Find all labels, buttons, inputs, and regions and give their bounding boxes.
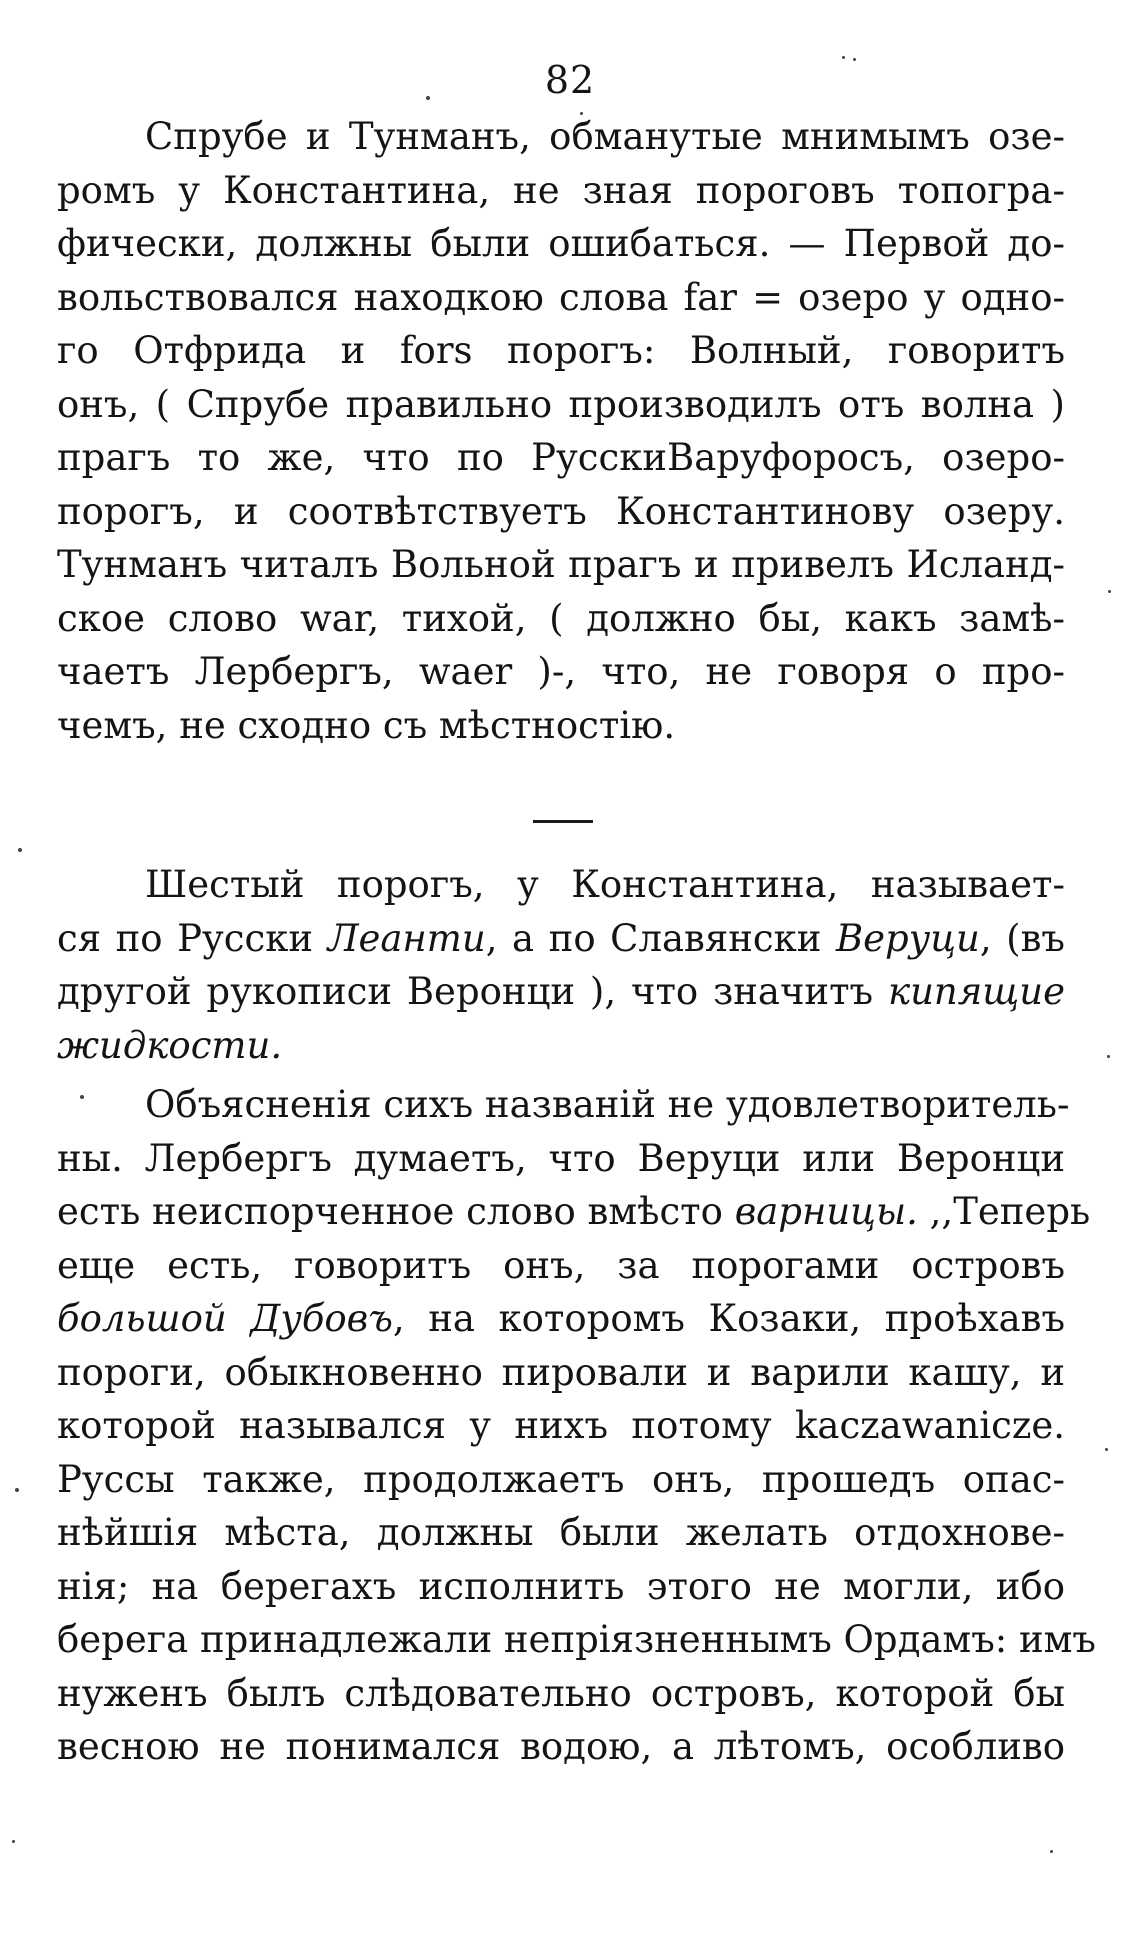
text-line: Спрубе и Тунманъ, обманутые мнимымъ озе- [145, 115, 1065, 158]
text-line: вольствовался находкою слова far = озеро у одно- [57, 275, 1065, 319]
text-run: ,,Теперь [917, 1190, 1091, 1233]
print-speck [426, 96, 430, 100]
text-line [57, 1292, 1065, 1346]
text-line: Руссы также, продолжаетъ онъ, прошедъ опас- [57, 1457, 1065, 1501]
print-speck [80, 1095, 84, 1099]
print-speck [1107, 1055, 1110, 1058]
text-line: еще есть, говоритъ онъ, за порогами островъ [57, 1243, 1065, 1287]
text-line: нія; на берегахъ исполнить этого не могли, ибо [57, 1564, 1065, 1608]
text-run: есть неиспорченное слово вмѣсто [57, 1190, 735, 1233]
print-speck [12, 1840, 15, 1843]
text-line: Шестый порогъ, у Константина, называет- [145, 863, 1065, 906]
print-speck [18, 848, 22, 852]
text-line: ромъ у Константина, не зная пороговъ топогра- [57, 168, 1065, 212]
text-line: которой назывался у нихъ потому kaczawanicze. [57, 1404, 1065, 1447]
text-line [57, 912, 1065, 966]
text-line: весною не понимался водою, а лѣтомъ, особливо [57, 1725, 1065, 1768]
text-line: Объясненія сихъ названій не удовлетворитель- [145, 1083, 1070, 1126]
text-line: онъ, ( Спрубе правильно производилъ отъ волна ) [57, 382, 1065, 426]
text-line [57, 1019, 1065, 1073]
text-line [57, 965, 1065, 1019]
text-line: чемъ, не сходно съ мѣстностію. [57, 703, 676, 747]
text-line: прагъ то же, что по РусскиВаруфоросъ, озеро- [57, 436, 1065, 479]
text-run: , а по Славянски [485, 916, 836, 960]
italic-term: кипящие [887, 970, 1065, 1013]
print-speck [1105, 1448, 1108, 1451]
text-line: го Отфрида и fors порогъ: Волный, говоритъ [57, 329, 1065, 372]
text-line: чаетъ Лербергъ, waer )-, что, не говоря о про- [57, 650, 1065, 693]
italic-term: варницы. [734, 1190, 918, 1233]
print-speck [580, 112, 583, 115]
print-speck [1050, 1850, 1053, 1853]
page-number: 82 [544, 58, 596, 102]
text-line: берега принадлежали непріязненнымъ Ордамъ: имъ [57, 1618, 1096, 1661]
section-separator [533, 820, 593, 823]
text-run: ся по Русски [57, 916, 328, 960]
text-run: другой рукописи Веронци ), что значитъ [57, 970, 888, 1013]
text-line: пороги, обыкновенно пировали и варили кашу, и [57, 1350, 1065, 1394]
paragraph-explanations [57, 1078, 1096, 1774]
italic-name-leanti: Леанти [327, 916, 486, 960]
text-run: , на которомъ Козаки, проѣхавъ [392, 1297, 1065, 1340]
text-line: порогъ, и соотвѣтствуетъ Константинову озеру. [57, 489, 1065, 533]
print-speck [15, 1488, 19, 1492]
text-line: ны. Лербергъ думаетъ, что Веруци или Веронци [57, 1136, 1065, 1180]
print-speck [853, 58, 856, 61]
text-line: ское слово war, тихой, ( должно бы, какъ замѣ- [57, 596, 1065, 640]
text-line: нѣйшія мѣста, должны были желать отдохнове- [57, 1511, 1065, 1554]
print-speck [842, 56, 845, 59]
text-line [57, 1185, 1091, 1239]
italic-name-dubov: большой Дубовъ [57, 1297, 393, 1340]
text-run: , (въ [979, 916, 1065, 960]
paragraph-sixth-rapid [57, 858, 1065, 1072]
text-line: фически, должны были ошибаться. — Первой до- [57, 222, 1065, 265]
text-line: нуженъ былъ слѣдовательно островъ, которой бы [57, 1671, 1065, 1715]
italic-term: жидкости. [57, 1023, 283, 1067]
paragraph-etymology [57, 110, 1065, 752]
print-speck [1108, 590, 1111, 593]
italic-name-verutsi: Веруци [835, 916, 980, 960]
text-line: Тунманъ читалъ Вольной прагъ и привелъ Исланд- [57, 543, 1065, 586]
